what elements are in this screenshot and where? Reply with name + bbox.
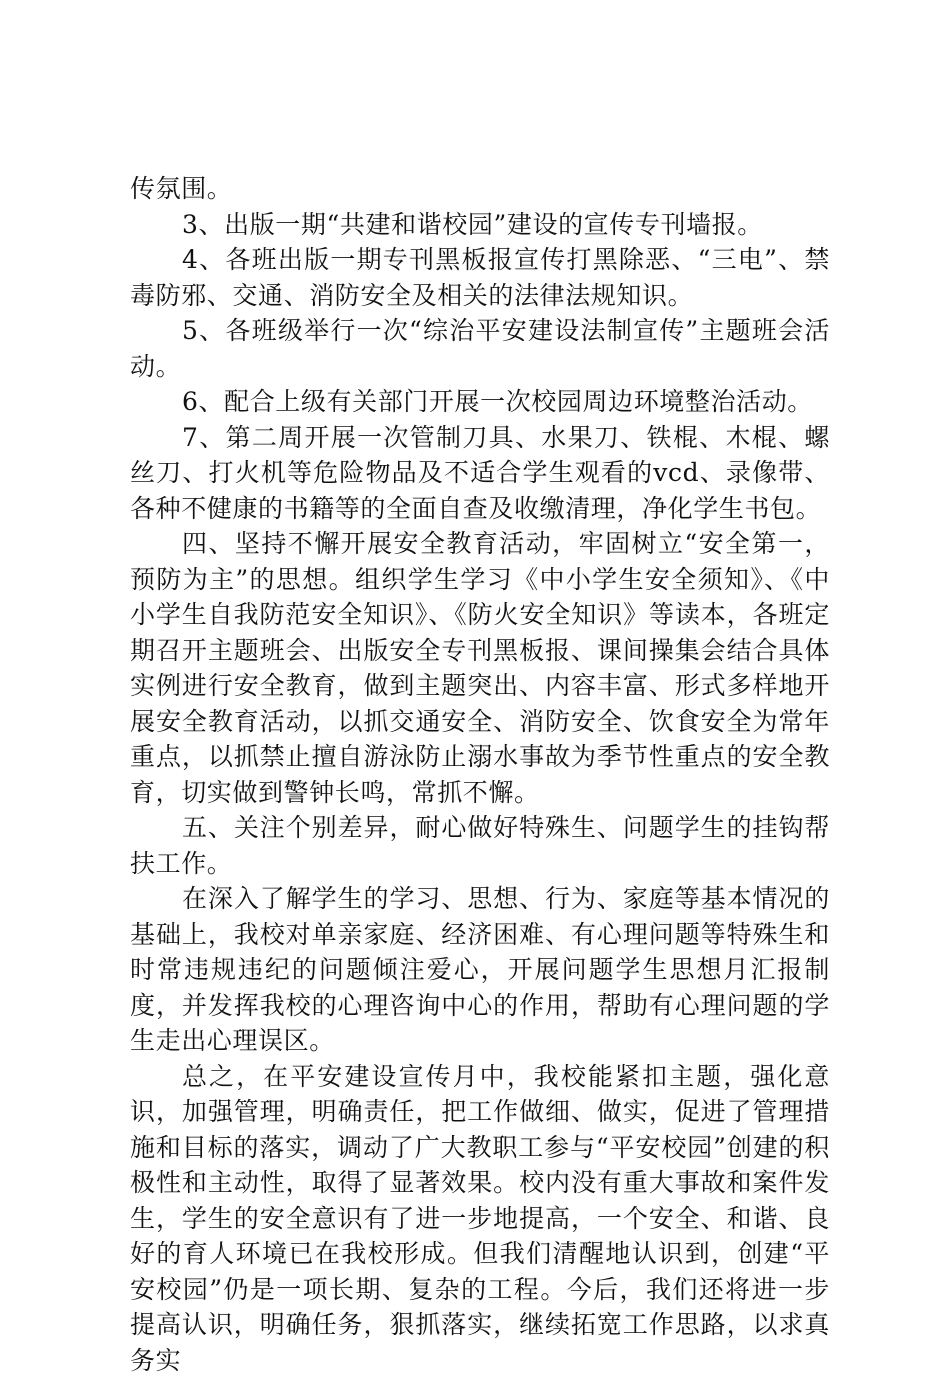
paragraph-summary: 总之，在平安建设宣传月中，我校能紧扣主题，强化意识，加强管理，明确责任，把工作做细、做实，促进了管理措施和目标的落实，调动了广大教职工参与“平安校园”创建的积极性和主动性，取得了显著效果。校内没有重大事故和案件发生，学生的安全意识有了进一步地提高，一个安全、和谐、良好的育人环境已在我校形成。但我们清醒地认识到，创建“平安校园”仍是一项长期、复杂的工程。今后，我们还将进一步提高认识，明确任务，狠抓落实，继续拓宽工作思路，以求真务实 [130,1059,830,1378]
paragraph-item-6: 6、配合上级有关部门开展一次校园周边环境整治活动。 [130,384,830,420]
paragraph-section-5: 五、关注个别差异，耐心做好特殊生、问题学生的挂钩帮扶工作。 [130,810,830,881]
paragraph-item-5: 5、各班级举行一次“综治平安建设法制宣传”主题班会活动。 [130,313,830,384]
paragraph-section-4: 四、坚持不懈开展安全教育活动，牢固树立“安全第一，预防为主”的思想。组织学生学习《中小学生安全须知》、《中小学生自我防范安全知识》、《防火安全知识》等读本，各班定期召开主题班会、出版安全专刊黑板报、课间操集会结合具体实例进行安全教育，做到主题突出、内容丰富、形式多样地开展安全教育活动，以抓交通安全、消防安全、饮食安全为常年重点，以抓禁止擅自游泳防止溺水事故为季节性重点的安全教育，切实做到警钟长鸣，常抓不懈。 [130,526,830,810]
paragraph-item-3: 3、出版一期“共建和谐校园”建设的宣传专刊墙报。 [130,207,830,243]
document-body [130,171,830,1378]
paragraph-item-7: 7、第二周开展一次管制刀具、水果刀、铁棍、木棍、螺丝刀、打火机等危险物品及不适合学生观看的vcd、录像带、各种不健康的书籍等的全面自查及收缴清理，净化学生书包。 [130,420,830,527]
paragraph-section-5-detail: 在深入了解学生的学习、思想、行为、家庭等基本情况的基础上，我校对单亲家庭、经济困难、有心理问题等特殊生和时常违规违纪的问题倾注爱心，开展问题学生思想月汇报制度，并发挥我校的心理咨询中心的作用，帮助有心理问题的学生走出心理误区。 [130,881,830,1059]
paragraph-item-4: 4、各班出版一期专刊黑板报宣传打黑除恶、“三电”、禁毒防邪、交通、消防安全及相关的法律法规知识。 [130,242,830,313]
paragraph-continuation: 传氛围。 [130,171,830,207]
